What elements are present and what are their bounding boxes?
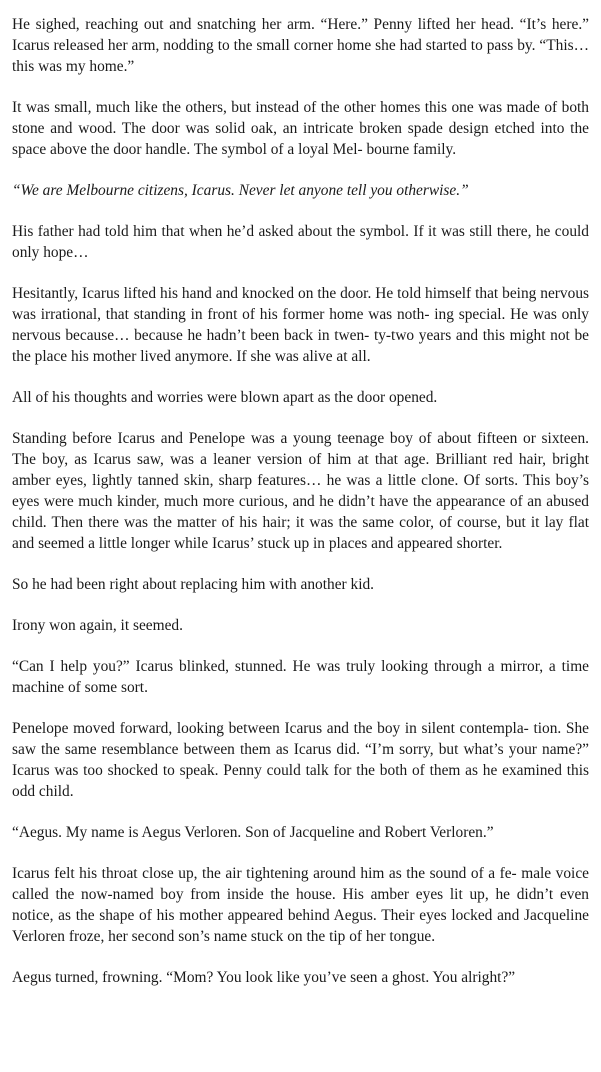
paragraph-9: Irony won again, it seemed. bbox=[12, 617, 183, 634]
paragraph-11: Penelope moved forward, looking between Icarus and the boy in silent contempla- tion. She saw the same resemblance between them as Icarus did. “I’m sorry, but what’s your name?” Icarus was too shocked to speak. Penny could talk for the both of them as he examined this odd child. bbox=[12, 720, 589, 800]
paragraph-14: Aegus turned, frowning. “Mom? You look like you’ve seen a ghost. You alright?” bbox=[12, 969, 516, 986]
paragraph-6: All of his thoughts and worries were blown apart as the door opened. bbox=[12, 389, 438, 406]
paragraph-2: It was small, much like the others, but instead of the other homes this one was made of both stone and wood. The door was solid oak, an intricate broken spade design etched into the space above the door handle. The symbol of a loyal Mel- bourne family. bbox=[12, 99, 589, 158]
paragraph-5: Hesitantly, Icarus lifted his hand and knocked on the door. He told himself that being nervous was irrational, that standing in front of his former home was noth- ing special. He was only nervous because… because he hadn’t been back in twen- ty-two years and this might not be the place his mother lived anymore. If she was alive at all. bbox=[12, 285, 589, 365]
paragraph-12: “Aegus. My name is Aegus Verloren. Son of Jacqueline and Robert Verloren.” bbox=[12, 824, 494, 841]
paragraph-13: Icarus felt his throat close up, the air tightening around him as the sound of a fe- male voice called the now-named boy from inside the house. His amber eyes lit up, he didn’t even notice, as the shape of his mother appeared behind Aegus. Their eyes locked and Jacqueline Verloren froze, her second son’s name stuck on the tip of her tongue. bbox=[12, 865, 589, 945]
paragraph-3-quote: “We are Melbourne citizens, Icarus. Never let anyone tell you otherwise.” bbox=[12, 182, 469, 199]
paragraph-8: So he had been right about replacing him with another kid. bbox=[12, 576, 375, 593]
paragraph-4: His father had told him that when he’d asked about the symbol. If it was still there, he could only hope… bbox=[12, 223, 589, 261]
paragraph-7: Standing before Icarus and Penelope was a young teenage boy of about fifteen or sixteen. The boy, as Icarus saw, was a leaner version of him at that age. Brilliant red hair, bright amber eyes, lightly tanned skin, sharp features… he was a little clone. Of sorts. This boy’s eyes were much kinder, much more curious, and he didn’t have the appearance of an abused child. Then there was the matter of his hair; it was the same color, of course, but it lay flat and seemed a little longer while Icarus’ stuck up in places and appeared shorter. bbox=[12, 430, 589, 552]
paragraph-1: He sighed, reaching out and snatching her arm. “Here.” Penny lifted her head. “It’s here.” Icarus released her arm, nodding to the small corner home she had started to pass by. “This… this was my home.” bbox=[12, 16, 589, 75]
paragraph-10: “Can I help you?” Icarus blinked, stunned. He was truly looking through a mirror, a time machine of some sort. bbox=[12, 658, 589, 696]
